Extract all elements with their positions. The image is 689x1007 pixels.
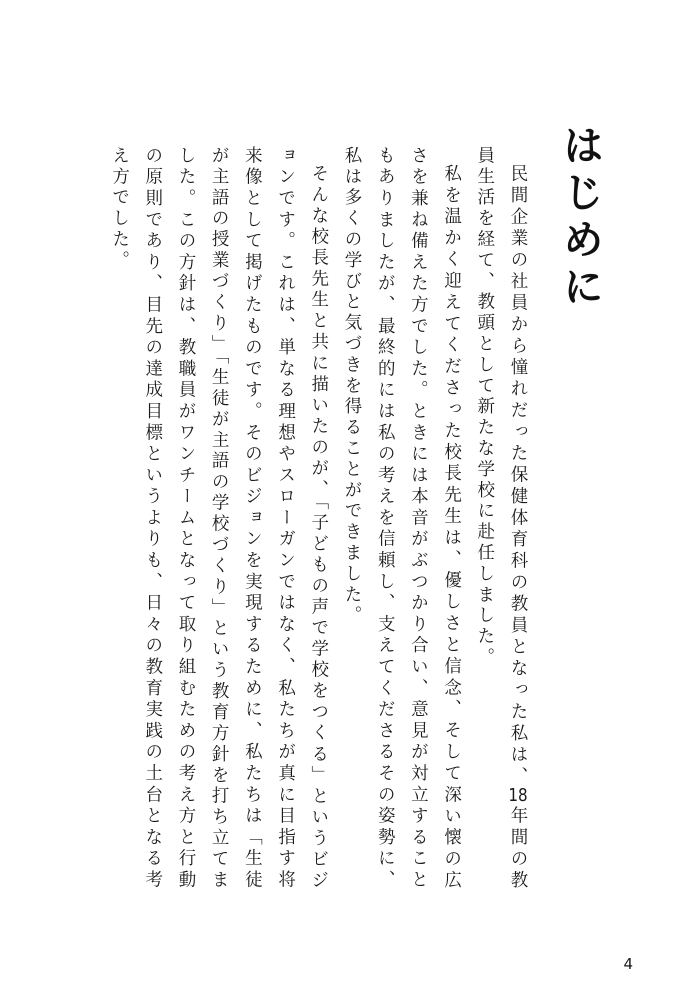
paragraph-1-before: 民間企業の社員から憧れだった保健体育科の教員となった私は、 xyxy=(508,163,528,788)
page-number: 4 xyxy=(623,955,633,973)
paragraph-1 xyxy=(468,146,534,891)
paragraph-1-after: 年間の教員生活を経て、教頭として新たな学校に赴任しました。 xyxy=(474,146,528,891)
body-text xyxy=(102,146,534,891)
paragraph-2: 私を温かく迎えてくださった校長先生は、優しさと信念、そして深い懐の広さを兼ね備えた方でした。ときには本音がぶつかり合い、意見が対立することもありましたが、最終的には私の考えを信頼し、支えてくださるその姿勢に、私は多くの学びと気づきを得ることができました。 xyxy=(341,146,462,891)
paragraph-3: そんな校長先生と共に描いたのが、「子どもの声で学校をつくる」というビジョンです。これは、単なる理想やスローガンではなく、私たちが真に目指す将来像として掲げたものです。そのビジョンを実現するために、私たちは「生徒が主語の授業づくり」「生徒が主語の学校づくり」という教育方針を打ち立てました。この方針は、教職員がワンチームとなって取り組むための考え方と行動の原則であり、目先の達成目標というよりも、日々の教育実践の土台となる考え方でした。 xyxy=(109,146,329,891)
page-heading: はじめに xyxy=(556,124,604,312)
paragraph-1-number: 18 xyxy=(508,787,528,805)
